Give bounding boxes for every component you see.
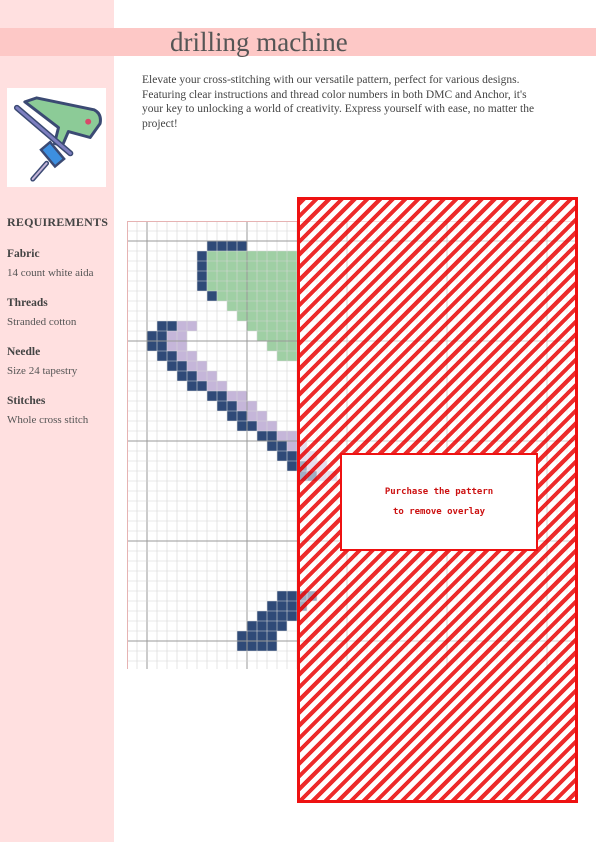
- needle-label: Needle: [7, 346, 41, 358]
- needle-value: Size 24 tapestry: [7, 365, 78, 377]
- fabric-label: Fabric: [7, 248, 40, 260]
- stitches-label: Stitches: [7, 395, 46, 407]
- purchase-notice[interactable]: [340, 453, 538, 551]
- pattern-description: Elevate your cross-stitching with our versatile pattern, perfect for various designs. Featuring clear instructions and thread color numbers in both DMC and Anchor, it's your key to unlocking a world of creativity. Express yourself with ease, no matter the project!: [142, 74, 535, 130]
- threads-label: Threads: [7, 297, 48, 309]
- stitches-value: Whole cross stitch: [7, 414, 89, 426]
- requirements-heading: REQUIREMENTS: [7, 215, 109, 229]
- page-title: drilling machine: [170, 27, 348, 57]
- purchase-notice-line-1: Purchase the pattern: [384, 487, 494, 497]
- pattern-thumbnail: [7, 88, 106, 187]
- threads-value: Stranded cotton: [7, 316, 77, 328]
- requirements-panel: [7, 215, 112, 426]
- fabric-value: 14 count white aida: [7, 267, 94, 279]
- purchase-overlay[interactable]: [297, 197, 578, 803]
- drill-icon: [7, 88, 106, 187]
- purchase-notice-line-2: to remove overlay: [392, 507, 486, 517]
